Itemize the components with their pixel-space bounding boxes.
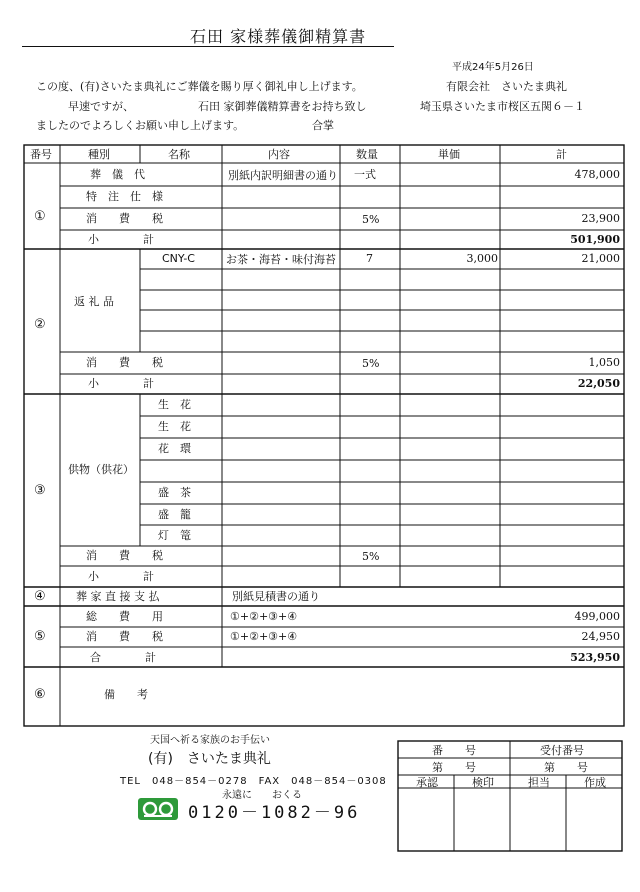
direct-payment-content: 別紙見積書の通り xyxy=(232,590,320,603)
header-type: 種別 xyxy=(88,148,110,161)
offering-type: 供物（供花） xyxy=(68,463,134,476)
footer-slogan: 天国へ祈る家族のお手伝い xyxy=(150,735,270,746)
greeting-line-2b: 石田 家御葬儀精算書をお持ち致し xyxy=(198,100,367,113)
page-title: 石田 家様葬儀御精算書 xyxy=(190,27,367,46)
total-cost-total: 499,000 xyxy=(574,610,620,623)
return-gift-item-content: お茶・海苔・味付海苔 xyxy=(226,253,336,266)
footer-tel-fax: TEL 048－854－0278 FAX 048－854－0308 xyxy=(120,776,387,787)
header-total: 計 xyxy=(556,148,567,161)
offering-item-2: 生 花 xyxy=(158,420,191,433)
s2-tax-total: 1,050 xyxy=(588,356,620,369)
s2-tax-rate: 5% xyxy=(362,357,380,370)
footer-motto: 永遠に おくる xyxy=(222,790,302,801)
footer-company: (有) さいたま典礼 xyxy=(148,751,271,767)
grand-total-label: 合 計 xyxy=(90,651,156,664)
funeral-fee-total: 478,000 xyxy=(574,168,620,181)
freedial-number: 0120－1082－96 xyxy=(188,803,361,823)
offering-item-4: 盛 茶 xyxy=(158,486,191,499)
header-content: 内容 xyxy=(268,148,290,161)
offering-item-5: 盛 籠 xyxy=(158,508,191,521)
offering-item-3: 花 環 xyxy=(158,442,191,455)
section-6-number: ⑥ xyxy=(34,687,46,702)
s3-tax-label: 消 費 税 xyxy=(86,549,163,562)
section-5-number: ⑤ xyxy=(34,629,46,644)
greeting-line-3: ましたのでよろしくお願い申し上げます。 xyxy=(36,119,245,132)
return-gift-item-qty: 7 xyxy=(366,252,373,265)
total-cost-label: 総 費 用 xyxy=(86,610,163,623)
greeting-line-1: この度、(有)さいたま典礼にご葬儀を賜り厚く御礼申し上げます。 xyxy=(36,80,363,93)
s1-subtotal-total: 501,900 xyxy=(570,233,620,246)
funeral-fee-label: 葬 儀 代 xyxy=(90,168,145,181)
stamp-inspection-label: 検印 xyxy=(472,776,494,789)
offering-item-6: 灯 篭 xyxy=(158,529,191,542)
header-unit-price: 単価 xyxy=(438,148,460,161)
s5-tax-content: ①+②+③+④ xyxy=(230,630,298,643)
total-cost-content: ①+②+③+④ xyxy=(230,610,298,623)
stamp-created-label: 作成 xyxy=(584,776,606,789)
grand-total-value: 523,950 xyxy=(570,651,620,664)
stamp-number-header: 番 号 xyxy=(432,744,476,757)
funeral-fee-qty: 一式 xyxy=(354,168,376,181)
s3-tax-rate: 5% xyxy=(362,550,380,563)
header-number: 番号 xyxy=(30,148,52,161)
freedial-icon xyxy=(138,798,178,820)
special-spec-label: 特 注 仕 様 xyxy=(86,190,163,203)
document-date: 平成24年5月26日 xyxy=(452,62,534,73)
company-name: 有限会社 さいたま典礼 xyxy=(446,80,567,93)
remarks-label: 備 考 xyxy=(104,688,148,701)
return-gift-type: 返 礼 品 xyxy=(74,295,114,308)
header-name: 名称 xyxy=(168,148,190,161)
funeral-fee-content: 別紙内訳明細書の通り xyxy=(228,169,338,182)
section-2-number: ② xyxy=(34,317,46,332)
stamp-charge-label: 担当 xyxy=(528,776,550,789)
section-4-number: ④ xyxy=(34,589,46,604)
s2-subtotal-total: 22,050 xyxy=(577,377,620,390)
stamp-number-field: 第 号 xyxy=(432,761,476,774)
s1-subtotal-label: 小 計 xyxy=(88,233,154,246)
s3-subtotal-label: 小 計 xyxy=(88,570,154,583)
s1-tax-label: 消 費 税 xyxy=(86,212,163,225)
stamp-reception-header: 受付番号 xyxy=(540,744,584,757)
section-3-number: ③ xyxy=(34,483,46,498)
s5-tax-label: 消 費 税 xyxy=(86,630,163,643)
offering-item-1: 生 花 xyxy=(158,398,191,411)
return-gift-item-price: 3,000 xyxy=(466,252,498,265)
direct-payment-label: 葬 家 直 接 支 払 xyxy=(76,590,160,603)
return-gift-item-total: 21,000 xyxy=(581,252,620,265)
s1-tax-total: 23,900 xyxy=(581,212,620,225)
stamp-approval-label: 承認 xyxy=(416,776,438,789)
s1-tax-rate: 5% xyxy=(362,213,380,226)
greeting-line-2a: 早速ですが、 xyxy=(68,100,134,113)
s2-subtotal-label: 小 計 xyxy=(88,377,154,390)
s2-tax-label: 消 費 税 xyxy=(86,356,163,369)
closing-gassho: 合掌 xyxy=(312,119,334,132)
header-quantity: 数量 xyxy=(356,148,378,161)
section-1-number: ① xyxy=(34,209,46,224)
return-gift-item-name: CNY-C xyxy=(162,252,195,265)
stamp-reception-field: 第 号 xyxy=(544,761,588,774)
s5-tax-total: 24,950 xyxy=(581,630,620,643)
company-address: 埼玉県さいたま市桜区五関６－１ xyxy=(420,100,585,113)
